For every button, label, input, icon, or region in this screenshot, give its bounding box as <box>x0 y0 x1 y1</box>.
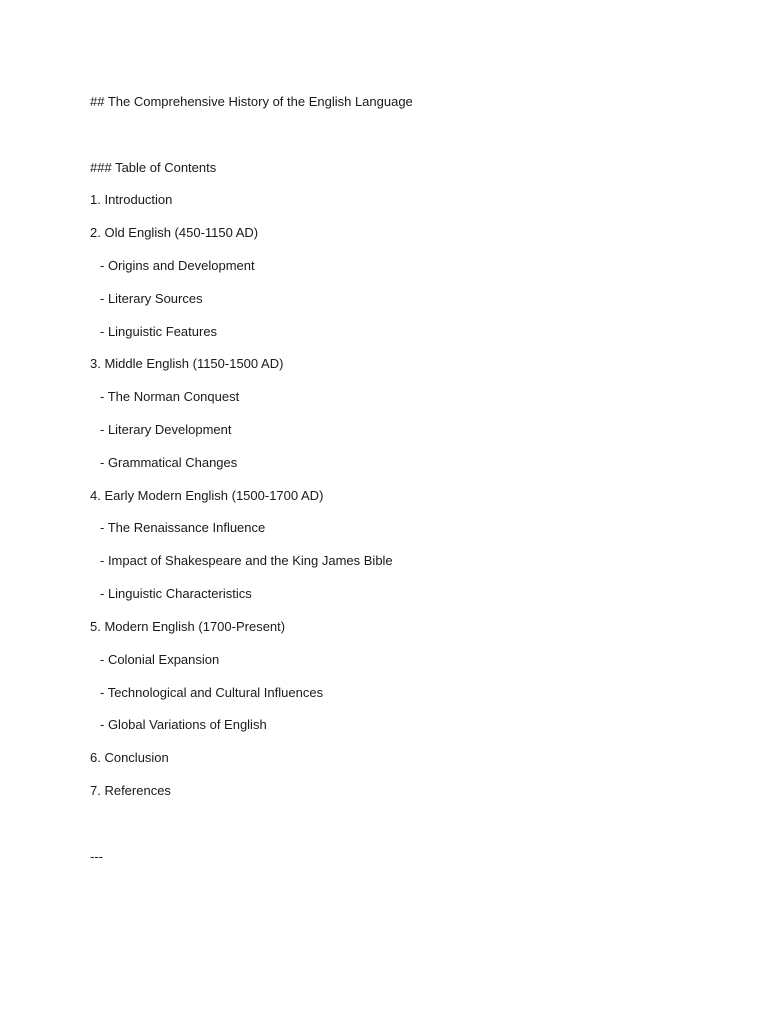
toc-item-conclusion: 6. Conclusion <box>90 750 169 765</box>
toc-subitem-linguistic-characteristics: - Linguistic Characteristics <box>100 586 252 601</box>
toc-subitem-renaissance: - The Renaissance Influence <box>100 520 266 535</box>
toc-item-middle-english: 3. Middle English (1150-1500 AD) <box>90 356 284 371</box>
document-heading: ## The Comprehensive History of the English Language <box>90 94 413 109</box>
section-separator: --- <box>90 849 103 864</box>
toc-subitem-literary-development: - Literary Development <box>100 422 232 437</box>
toc-item-modern-english: 5. Modern English (1700-Present) <box>90 619 286 634</box>
toc-item-references: 7. References <box>90 783 171 798</box>
toc-subitem-shakespeare: - Impact of Shakespeare and the King James Bible <box>100 553 393 568</box>
toc-subitem-linguistic-features: - Linguistic Features <box>100 324 218 339</box>
toc-subitem-origins: - Origins and Development <box>100 258 255 273</box>
toc-subitem-literary-sources: - Literary Sources <box>100 291 203 306</box>
toc-subitem-technological-cultural: - Technological and Cultural Influences <box>100 685 324 700</box>
toc-subitem-norman-conquest: - The Norman Conquest <box>100 389 240 404</box>
toc-heading: ### Table of Contents <box>90 160 217 175</box>
toc-item-introduction: 1. Introduction <box>90 192 173 207</box>
toc-item-early-modern-english: 4. Early Modern English (1500-1700 AD) <box>90 488 324 503</box>
toc-subitem-colonial-expansion: - Colonial Expansion <box>100 652 220 667</box>
toc-item-old-english: 2. Old English (450-1150 AD) <box>90 225 259 240</box>
toc-subitem-grammatical-changes: - Grammatical Changes <box>100 455 238 470</box>
toc-subitem-global-variations: - Global Variations of English <box>100 717 267 732</box>
